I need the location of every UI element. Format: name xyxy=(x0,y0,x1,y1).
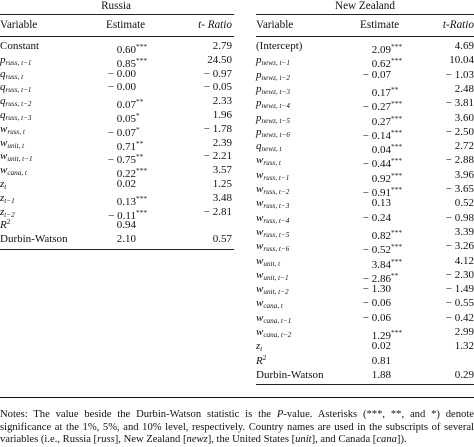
variable-symbol: w xyxy=(256,254,264,267)
russia-row-0-ratio: 2.79 xyxy=(212,40,232,52)
newzealand-bottom-rule xyxy=(256,384,474,385)
estimate-value: − 0.75 xyxy=(107,154,136,167)
newzealand-row-6-ratio: − 2.50 xyxy=(445,125,474,138)
variable-symbol: w xyxy=(256,183,264,195)
notes-mid1: -value. Asterisks (***, **, and *) denote significance at the 1%, 5%, and 10% level, respectively. Country names are used in the subscripts of several variables (i.e., Russia [ xyxy=(0,409,474,445)
variable-subscript: newz, t−6 xyxy=(261,130,290,139)
newzealand-row-18-variable xyxy=(256,298,283,309)
significance-stars: * xyxy=(136,111,140,120)
newzealand-row-17-variable xyxy=(256,284,289,295)
variable-symbol: z xyxy=(256,340,261,353)
newzealand-row-7-ratio: 2.72 xyxy=(454,140,474,153)
variable-subscript: t xyxy=(260,345,263,354)
significance-stars: *** xyxy=(391,185,403,194)
notes-mid4: ], and Canada [ xyxy=(311,434,377,445)
newzealand-row-0-estimate xyxy=(316,41,410,56)
significance-stars: *** xyxy=(136,42,148,51)
newzealand-row-21-ratio: 1.32 xyxy=(454,340,474,353)
variable-symbol: w xyxy=(256,326,264,338)
significance-stars: ** xyxy=(136,138,144,148)
newzealand-row-4-ratio: − 3.81 xyxy=(445,97,474,110)
newzealand-row-19-estimate xyxy=(316,313,410,324)
variable-symbol: w xyxy=(0,150,8,163)
nz-header-variable: Variable xyxy=(256,19,294,31)
russia-row-2-estimate xyxy=(60,69,155,80)
newzealand-row-2-variable xyxy=(256,70,290,81)
estimate-value: 0.02 xyxy=(371,340,391,353)
russia-row-10-ratio: 1.25 xyxy=(212,178,232,190)
estimate-value: 0.04 xyxy=(371,144,391,157)
variable-symbol: w xyxy=(256,154,264,167)
russia-row-14-estimate xyxy=(60,234,155,245)
variable-subscript: cana, t xyxy=(263,302,283,311)
newzealand-row-11-estimate xyxy=(316,198,410,209)
significance-stars: *** xyxy=(391,56,403,66)
variable-subscript: unit, t xyxy=(7,141,25,150)
newzealand-row-9-variable xyxy=(256,170,289,181)
estimate-value: − 0.91 xyxy=(362,187,391,199)
russia-row-9-variable xyxy=(0,165,27,176)
variable-symbol: w xyxy=(0,122,8,135)
variable-symbol: w xyxy=(256,297,264,310)
variable-subscript: t−1 xyxy=(4,196,15,205)
newzealand-row-23-estimate xyxy=(316,370,410,381)
newzealand-row-3-estimate xyxy=(316,84,410,99)
newzealand-row-18-estimate xyxy=(316,298,410,309)
variable-subscript: unit, t−2 xyxy=(263,288,289,297)
significance-stars: ** xyxy=(136,152,144,162)
newzealand-row-14-variable xyxy=(256,241,289,252)
estimate-value: − 1.30 xyxy=(362,283,391,296)
variable-subscript: russ, t−6 xyxy=(263,245,290,254)
newzealand-row-6-estimate xyxy=(316,127,410,142)
estimate-value: − 0.52 xyxy=(362,244,391,257)
russia-row-0-variable xyxy=(0,41,39,52)
newzealand-row-14-estimate xyxy=(316,241,410,257)
estimate-value: 2.09 xyxy=(371,44,391,56)
variable-subscript: newz, t−4 xyxy=(261,102,290,111)
newzealand-row-22-estimate xyxy=(316,356,410,367)
newzealand-row-13-estimate xyxy=(316,227,410,242)
newzealand-row-14-ratio: − 3.26 xyxy=(445,240,474,253)
estimate-value: 0.22 xyxy=(116,168,136,181)
newzealand-row-8-ratio: − 2.88 xyxy=(445,154,474,167)
variable-subscript: newz, t xyxy=(261,145,282,154)
russia-row-1-ratio: 24.50 xyxy=(207,53,232,66)
estimate-value: 1.29 xyxy=(371,330,391,342)
significance-stars: ** xyxy=(136,97,144,107)
variable-subscript: russ, t−3 xyxy=(5,114,32,122)
russia-row-7-variable xyxy=(0,138,24,149)
notes-russ: russ xyxy=(97,434,115,445)
estimate-value: − 0.24 xyxy=(362,211,391,224)
variable-subscript: cana, t−2 xyxy=(263,331,292,339)
russia-row-3-ratio: − 0.05 xyxy=(203,81,232,94)
estimate-value: 0.07 xyxy=(116,99,136,112)
newzealand-title-rule xyxy=(256,14,474,15)
russia-row-6-ratio: − 1.78 xyxy=(203,122,232,135)
estimate-value: 0.82 xyxy=(371,229,391,242)
significance-stars: *** xyxy=(136,193,148,203)
russia-row-2-variable xyxy=(0,69,23,80)
russia-row-11-variable xyxy=(0,193,15,204)
russia-row-6-estimate xyxy=(60,124,155,139)
newzealand-row-0-ratio: 4.69 xyxy=(454,40,474,52)
newzealand-row-9-ratio: 3.96 xyxy=(454,168,474,181)
estimate-value: 0.13 xyxy=(371,197,391,210)
estimate-value: − 0.27 xyxy=(362,101,391,114)
russia-bottom-rule xyxy=(0,249,234,250)
variable-symbol: R xyxy=(0,219,7,232)
variable-symbol: p xyxy=(256,68,262,81)
russia-row-6-variable xyxy=(0,124,25,135)
newzealand-row-13-variable xyxy=(256,227,289,238)
newzealand-row-10-ratio: − 3.65 xyxy=(445,183,474,195)
russia-row-13-estimate xyxy=(60,220,155,231)
estimate-value: − 0.14 xyxy=(362,129,391,142)
estimate-value: 0.85 xyxy=(116,57,136,70)
variable-subscript: unit, t xyxy=(263,259,281,268)
variable-superscript: 2 xyxy=(6,218,11,227)
estimate-value: 3.84 xyxy=(371,258,391,271)
variable-subscript: t xyxy=(4,183,7,191)
estimate-value: 0.17 xyxy=(371,86,391,99)
estimate-value: − 0.06 xyxy=(362,297,391,310)
russia-title-rule xyxy=(0,14,234,15)
russia-row-13-ratio xyxy=(170,220,232,231)
newzealand-row-22-ratio xyxy=(420,356,474,367)
significance-stars: *** xyxy=(391,42,403,51)
variable-subscript: unit, t−1 xyxy=(7,155,33,164)
estimate-value: − 2.86 xyxy=(362,272,391,285)
estimate-value: − 0.06 xyxy=(362,311,391,324)
newzealand-row-5-estimate xyxy=(316,113,410,128)
newzealand-row-10-estimate xyxy=(316,184,410,199)
significance-stars: *** xyxy=(391,328,403,337)
variable-subscript: russ, t−1 xyxy=(5,86,32,95)
russia-row-8-ratio: − 2.21 xyxy=(203,150,232,163)
russia-row-9-ratio: 3.57 xyxy=(212,164,232,177)
newzealand-row-23-ratio: 0.29 xyxy=(454,368,474,381)
variable-symbol: q xyxy=(0,81,6,94)
nz-header-estimate: Estimate xyxy=(360,19,400,31)
table-bottom-rule xyxy=(0,397,474,398)
newzealand-row-20-variable xyxy=(256,327,291,338)
newzealand-row-17-estimate xyxy=(316,284,410,295)
variable-symbol: w xyxy=(256,168,264,181)
estimate-value: 2.10 xyxy=(116,233,136,246)
estimate-value: 0.81 xyxy=(371,354,391,367)
variable-symbol: w xyxy=(256,211,264,224)
variable-symbol: w xyxy=(256,225,264,238)
estimate-value: 0.62 xyxy=(371,58,391,71)
russia-row-10-estimate xyxy=(60,179,155,190)
estimate-value: − 0.00 xyxy=(107,67,136,80)
variable-symbol: Durbin-Watson xyxy=(0,233,68,246)
newzealand-row-15-estimate xyxy=(316,256,410,271)
newzealand-row-15-ratio: 4.12 xyxy=(454,254,474,267)
russia-header-variable: Variable xyxy=(0,19,38,31)
estimate-value: − 0.07 xyxy=(362,68,391,81)
newzealand-row-1-ratio: 10.04 xyxy=(449,54,474,67)
notes-p: P xyxy=(276,409,284,420)
russia-row-4-variable xyxy=(0,96,32,107)
notes-cana: cana xyxy=(376,434,397,445)
russia-row-2-ratio: − 0.97 xyxy=(203,67,232,80)
russia-header-rule xyxy=(0,36,234,37)
variable-symbol: (Intercept) xyxy=(256,40,303,52)
estimate-value: 0.92 xyxy=(371,172,391,185)
variable-symbol: w xyxy=(0,164,8,177)
significance-stars: * xyxy=(136,124,140,134)
newzealand-row-8-estimate xyxy=(316,155,410,171)
variable-symbol: q xyxy=(0,67,6,80)
variable-subscript: russ, t xyxy=(5,72,24,81)
newzealand-row-5-variable xyxy=(256,113,290,124)
variable-subscript: newz, t−3 xyxy=(261,87,290,96)
newzealand-row-6-variable xyxy=(256,127,290,138)
newzealand-row-16-variable xyxy=(256,270,289,281)
estimate-value: 1.88 xyxy=(371,368,391,381)
variable-subscript: russ, t−5 xyxy=(263,230,290,239)
notes-mid3: ], the United States [ xyxy=(207,434,296,445)
variable-symbol: z xyxy=(0,191,5,204)
russia-row-5-estimate xyxy=(60,110,155,125)
variable-subscript: russ, t−3 xyxy=(263,202,290,211)
variable-symbol: q xyxy=(256,140,262,153)
variable-symbol: p xyxy=(256,111,262,124)
estimate-value: 0.27 xyxy=(371,115,391,128)
newzealand-row-20-estimate xyxy=(316,327,410,342)
variable-symbol: w xyxy=(256,311,264,324)
significance-stars: ** xyxy=(391,270,399,280)
variable-subscript: russ, t−2 xyxy=(263,188,290,196)
newzealand-row-21-variable xyxy=(256,341,262,352)
notes-suffix: ]). xyxy=(396,434,407,445)
newzealand-row-17-ratio: − 1.49 xyxy=(445,283,474,296)
significance-stars: *** xyxy=(136,207,148,217)
russia-row-14-ratio: 0.57 xyxy=(212,233,232,246)
russia-row-8-variable xyxy=(0,151,33,162)
russia-row-9-estimate xyxy=(60,165,155,181)
newzealand-row-11-ratio: 0.52 xyxy=(454,197,474,210)
newzealand-row-4-estimate xyxy=(316,98,410,114)
variable-symbol: z xyxy=(0,178,5,190)
newzealand-row-4-variable xyxy=(256,98,290,109)
newzealand-row-3-ratio: 2.48 xyxy=(454,82,474,95)
notes-unit: unit xyxy=(295,434,312,445)
newzealand-row-18-ratio: − 0.55 xyxy=(445,297,474,310)
estimate-value: − 0.44 xyxy=(362,158,391,171)
russia-row-1-variable xyxy=(0,55,32,66)
variable-subscript: newz, t−5 xyxy=(261,116,290,125)
estimate-value: − 0.07 xyxy=(107,126,136,139)
significance-stars: *** xyxy=(391,170,403,180)
variable-subscript: cana, t−1 xyxy=(263,316,292,325)
estimate-value: 0.71 xyxy=(116,140,136,153)
newzealand-row-11-variable xyxy=(256,198,289,209)
estimate-value: 0.94 xyxy=(116,219,136,232)
estimate-value: 0.02 xyxy=(116,178,136,190)
russia-row-4-estimate xyxy=(60,96,155,112)
variable-subscript: russ, t xyxy=(7,127,25,136)
newzealand-title: New Zealand xyxy=(335,0,395,12)
russia-header-ratio: t- Ratio xyxy=(198,19,232,31)
newzealand-row-20-ratio: 2.99 xyxy=(454,326,474,338)
newzealand-row-7-variable xyxy=(256,141,281,152)
estimate-value: 0.13 xyxy=(116,195,136,208)
newzealand-row-5-ratio: 3.60 xyxy=(454,111,474,124)
estimate-value: − 0.11 xyxy=(108,209,136,222)
newzealand-row-0-variable xyxy=(256,41,302,52)
newzealand-row-22-variable xyxy=(256,353,267,367)
variable-symbol: p xyxy=(256,82,262,95)
variable-symbol: q xyxy=(0,95,6,108)
significance-stars: *** xyxy=(391,156,403,166)
newzealand-row-23-variable xyxy=(256,370,324,381)
significance-stars: *** xyxy=(391,242,403,252)
variable-symbol: q xyxy=(0,109,6,121)
russia-row-14-variable xyxy=(0,234,68,245)
variable-symbol: R xyxy=(256,354,263,367)
newzealand-row-16-ratio: − 2.30 xyxy=(445,268,474,281)
newzealand-row-9-estimate xyxy=(316,170,410,185)
newzealand-row-7-estimate xyxy=(316,141,410,157)
russia-title: Russia xyxy=(101,0,131,12)
newzealand-row-19-variable xyxy=(256,313,291,324)
russia-row-3-estimate xyxy=(60,82,155,93)
russia-row-7-estimate xyxy=(60,138,155,153)
variable-subscript: russ, t−2 xyxy=(5,100,32,109)
variable-subscript: russ, t−1 xyxy=(5,58,32,67)
notes-mid2: ], New Zealand [ xyxy=(114,434,187,445)
variable-superscript: 2 xyxy=(262,353,267,362)
russia-row-11-ratio: 3.48 xyxy=(212,191,232,204)
newzealand-row-19-ratio: − 0.42 xyxy=(445,311,474,324)
russia-row-8-estimate xyxy=(60,151,155,167)
russia-row-3-variable xyxy=(0,82,32,93)
newzealand-row-1-variable xyxy=(256,55,290,66)
variable-symbol: z xyxy=(0,205,5,218)
significance-stars: *** xyxy=(391,113,403,123)
variable-subscript: russ, t−1 xyxy=(263,173,290,182)
russia-row-13-variable xyxy=(0,220,10,231)
variable-symbol: w xyxy=(256,197,264,210)
newzealand-row-3-variable xyxy=(256,84,290,95)
variable-symbol: w xyxy=(256,240,264,253)
russia-row-12-ratio: − 2.81 xyxy=(203,205,232,218)
variable-symbol: Constant xyxy=(0,40,40,52)
russia-header-estimate: Estimate xyxy=(106,19,146,31)
russia-row-5-variable xyxy=(0,110,32,121)
variable-symbol: w xyxy=(0,136,8,149)
newzealand-row-2-estimate xyxy=(316,70,410,81)
estimate-value: − 0.00 xyxy=(107,81,136,94)
variable-subscript: russ, t xyxy=(263,159,281,168)
variable-symbol: p xyxy=(256,54,262,67)
significance-stars: ** xyxy=(391,84,399,94)
russia-row-5-ratio: 1.96 xyxy=(212,109,232,121)
variable-symbol: p xyxy=(256,125,262,138)
newzealand-row-10-variable xyxy=(256,184,289,195)
significance-stars: *** xyxy=(136,55,148,65)
newzealand-row-12-ratio: − 0.98 xyxy=(445,211,474,224)
variable-symbol: p xyxy=(256,97,262,110)
russia-row-10-variable xyxy=(0,179,6,190)
russia-row-1-estimate xyxy=(60,55,155,70)
newzealand-row-16-estimate xyxy=(316,270,410,285)
russia-row-0-estimate xyxy=(60,41,155,56)
variable-subscript: cana, t xyxy=(7,169,27,178)
newzealand-row-13-ratio: 3.39 xyxy=(454,225,474,238)
estimate-value: 0.60 xyxy=(116,44,136,56)
significance-stars: *** xyxy=(136,166,148,176)
russia-row-7-ratio: 2.39 xyxy=(212,136,232,149)
significance-stars: *** xyxy=(391,256,403,266)
variable-symbol: w xyxy=(256,268,264,281)
variable-symbol: Durbin-Watson xyxy=(256,368,324,381)
variable-symbol: w xyxy=(256,283,264,296)
significance-stars: *** xyxy=(391,227,403,237)
estimate-value: 0.05 xyxy=(116,113,136,125)
newzealand-row-2-ratio: − 1.03 xyxy=(445,68,474,81)
newzealand-row-15-variable xyxy=(256,256,280,267)
variable-subscript: unit, t−1 xyxy=(263,273,289,282)
newzealand-row-12-variable xyxy=(256,213,289,224)
newzealand-header-rule xyxy=(256,36,474,37)
russia-row-11-estimate xyxy=(60,193,155,208)
russia-row-12-variable xyxy=(0,207,15,218)
significance-stars: *** xyxy=(391,127,403,137)
variable-symbol: p xyxy=(0,53,6,66)
nz-header-ratio: t-Ratio xyxy=(442,19,474,31)
variable-subscript: newz, t−1 xyxy=(261,59,290,68)
notes-newz: newz xyxy=(186,434,208,445)
newzealand-row-8-variable xyxy=(256,155,281,166)
variable-subscript: t−2 xyxy=(4,210,15,219)
significance-stars: *** xyxy=(391,142,403,152)
variable-subscript: russ, t−4 xyxy=(263,216,290,225)
russia-row-12-estimate xyxy=(60,207,155,222)
newzealand-row-1-estimate xyxy=(316,55,410,71)
significance-stars: *** xyxy=(391,99,403,109)
newzealand-row-21-estimate xyxy=(316,341,410,352)
newzealand-row-12-estimate xyxy=(316,213,410,224)
notes-prefix: Notes: The value beside the Durbin-Watson statistic is the xyxy=(0,409,277,420)
russia-row-4-ratio: 2.33 xyxy=(212,95,232,108)
variable-subscript: newz, t−2 xyxy=(261,73,290,82)
